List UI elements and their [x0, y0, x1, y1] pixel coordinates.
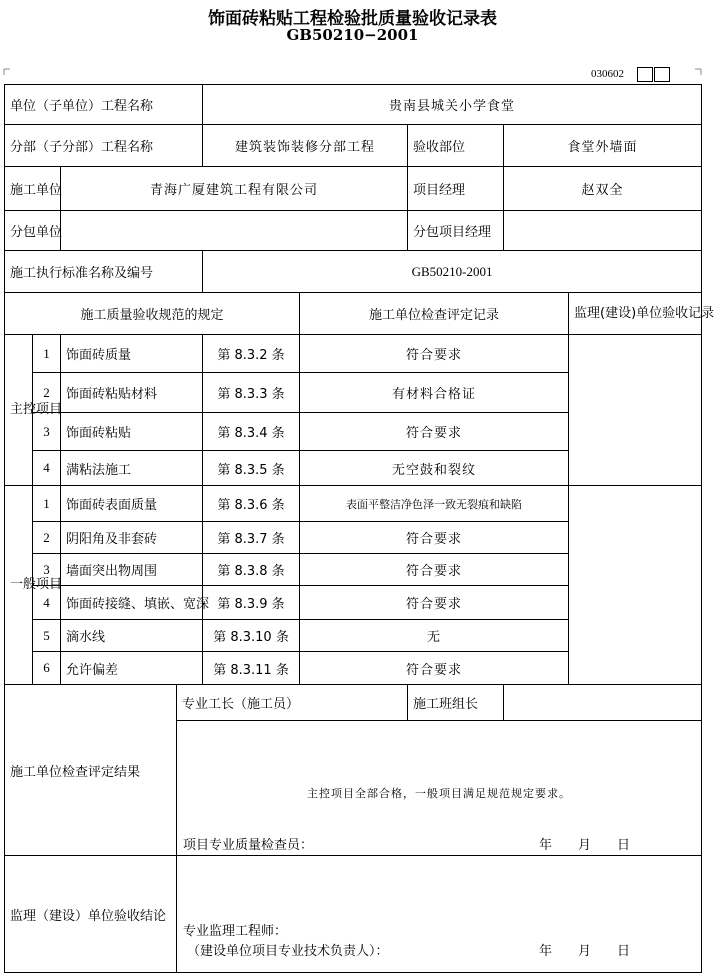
supervisor-column-header: 监理(建设)单位验收记录	[569, 293, 702, 335]
general-items-label: 一般项目	[5, 486, 33, 685]
contractor-value[interactable]: 青海广厦建筑工程有限公司	[61, 167, 408, 211]
general-item-name: 允许偏差	[61, 652, 203, 685]
main-item-no: 4	[33, 451, 61, 486]
project-manager-label: 项目经理	[408, 167, 504, 211]
unit-name-value[interactable]: 贵南县城关小学食堂	[203, 85, 702, 125]
main-items-label: 主控项目	[5, 335, 33, 486]
contractor-conclusion: 主控项目全部合格，一般项目满足规范规定要求。	[307, 787, 572, 800]
form-title: 饰面砖粘贴工程检验批质量验收记录表	[208, 9, 497, 29]
record-column-header: 施工单位检查评定记录	[300, 293, 569, 335]
spec-column-header: 施工质量验收规范的规定	[5, 293, 300, 335]
main-item-clause: 第 8.3.2 条	[203, 335, 300, 373]
sub-project-manager-value[interactable]	[504, 211, 702, 251]
subcontractor-value[interactable]	[61, 211, 408, 251]
division-name-label: 分部（子分部）工程名称	[5, 125, 203, 167]
general-item-no: 4	[33, 586, 61, 620]
general-item-record[interactable]: 无	[300, 620, 569, 652]
general-item-clause: 第 8.3.7 条	[203, 522, 300, 554]
main-item-no: 1	[33, 335, 61, 373]
contractor-result-label: 施工单位检查评定结果	[5, 685, 177, 856]
general-item-record[interactable]: 符合要求	[300, 522, 569, 554]
main-item-record[interactable]: 符合要求	[300, 413, 569, 451]
main-item-clause: 第 8.3.5 条	[203, 451, 300, 486]
contractor-result-area[interactable]	[177, 721, 702, 856]
contractor-date: 年 月 日	[539, 838, 631, 853]
general-item-no: 1	[33, 486, 61, 522]
general-item-record[interactable]: 符合要求	[300, 652, 569, 685]
general-item-no: 6	[33, 652, 61, 685]
inspection-location-label: 验收部位	[408, 125, 504, 167]
exec-standard-value[interactable]: GB50210-2001	[203, 251, 702, 293]
main-item-record[interactable]: 无空鼓和裂纹	[300, 451, 569, 486]
contractor-label: 施工单位	[5, 167, 61, 211]
general-item-clause: 第 8.3.6 条	[203, 486, 300, 522]
general-item-name: 墙面突出物周围	[61, 554, 203, 586]
general-item-no: 2	[33, 522, 61, 554]
main-item-clause: 第 8.3.3 条	[203, 373, 300, 413]
general-item-clause: 第 8.3.10 条	[203, 620, 300, 652]
general-item-name: 阴阳角及非套砖	[61, 522, 203, 554]
foreman-label: 专业工长（施工员）	[177, 685, 408, 721]
inspection-form-table	[4, 84, 714, 973]
inspection-location-value[interactable]: 食堂外墙面	[504, 125, 702, 167]
supervisor-date: 年 月 日	[539, 944, 631, 959]
standard-code: GB50210−2001	[286, 26, 419, 44]
form-number: 030602	[591, 68, 624, 80]
general-item-name: 饰面砖表面质量	[61, 486, 203, 522]
main-item-no: 3	[33, 413, 61, 451]
main-item-name: 满粘法施工	[61, 451, 203, 486]
main-item-name: 饰面砖质量	[61, 335, 203, 373]
main-item-clause: 第 8.3.4 条	[203, 413, 300, 451]
unit-name-label: 单位（子单位）工程名称	[5, 85, 203, 125]
quality-inspector-label: 项目专业质量检查员：	[183, 838, 314, 853]
general-item-record[interactable]: 符合要求	[300, 586, 569, 620]
general-item-name: 滴水线	[61, 620, 203, 652]
main-item-name: 饰面砖粘贴	[61, 413, 203, 451]
general-item-no: 3	[33, 554, 61, 586]
division-name-value[interactable]: 建筑装饰装修分部工程	[203, 125, 408, 167]
form-number-box-2[interactable]	[654, 67, 670, 82]
main-item-record[interactable]: 符合要求	[300, 335, 569, 373]
general-item-clause: 第 8.3.8 条	[203, 554, 300, 586]
sub-project-manager-label: 分包项目经理	[408, 211, 504, 251]
corner-mark-left	[4, 69, 10, 75]
project-manager-value[interactable]: 赵双全	[504, 167, 702, 211]
main-item-name: 饰面砖粘贴材料	[61, 373, 203, 413]
general-item-clause: 第 8.3.9 条	[203, 586, 300, 620]
general-item-name: 饰面砖接缝、填嵌、宽深	[61, 586, 203, 620]
team-leader-value[interactable]	[504, 685, 702, 721]
main-items-supervisor-record[interactable]	[569, 335, 702, 486]
corner-mark-right	[695, 69, 701, 75]
main-item-no: 2	[33, 373, 61, 413]
main-item-record[interactable]: 有材料合格证	[300, 373, 569, 413]
general-item-no: 5	[33, 620, 61, 652]
owner-rep-label: （建设单位项目专业技术负责人）：	[187, 944, 389, 959]
general-items-supervisor-record[interactable]	[569, 486, 702, 685]
supervisor-result-label: 监理（建设）单位验收结论	[5, 856, 177, 973]
team-leader-label: 施工班组长	[408, 685, 504, 721]
subcontractor-label: 分包单位	[5, 211, 61, 251]
general-item-record[interactable]: 表面平整洁净色泽一致无裂痕和缺陷	[300, 486, 569, 522]
general-item-clause: 第 8.3.11 条	[203, 652, 300, 685]
supervisor-result-area[interactable]	[177, 856, 702, 973]
general-item-record[interactable]: 符合要求	[300, 554, 569, 586]
exec-standard-label: 施工执行标准名称及编号	[5, 251, 203, 293]
supervisor-engineer-label: 专业监理工程师：	[183, 924, 288, 939]
form-number-box-1[interactable]	[637, 67, 653, 82]
